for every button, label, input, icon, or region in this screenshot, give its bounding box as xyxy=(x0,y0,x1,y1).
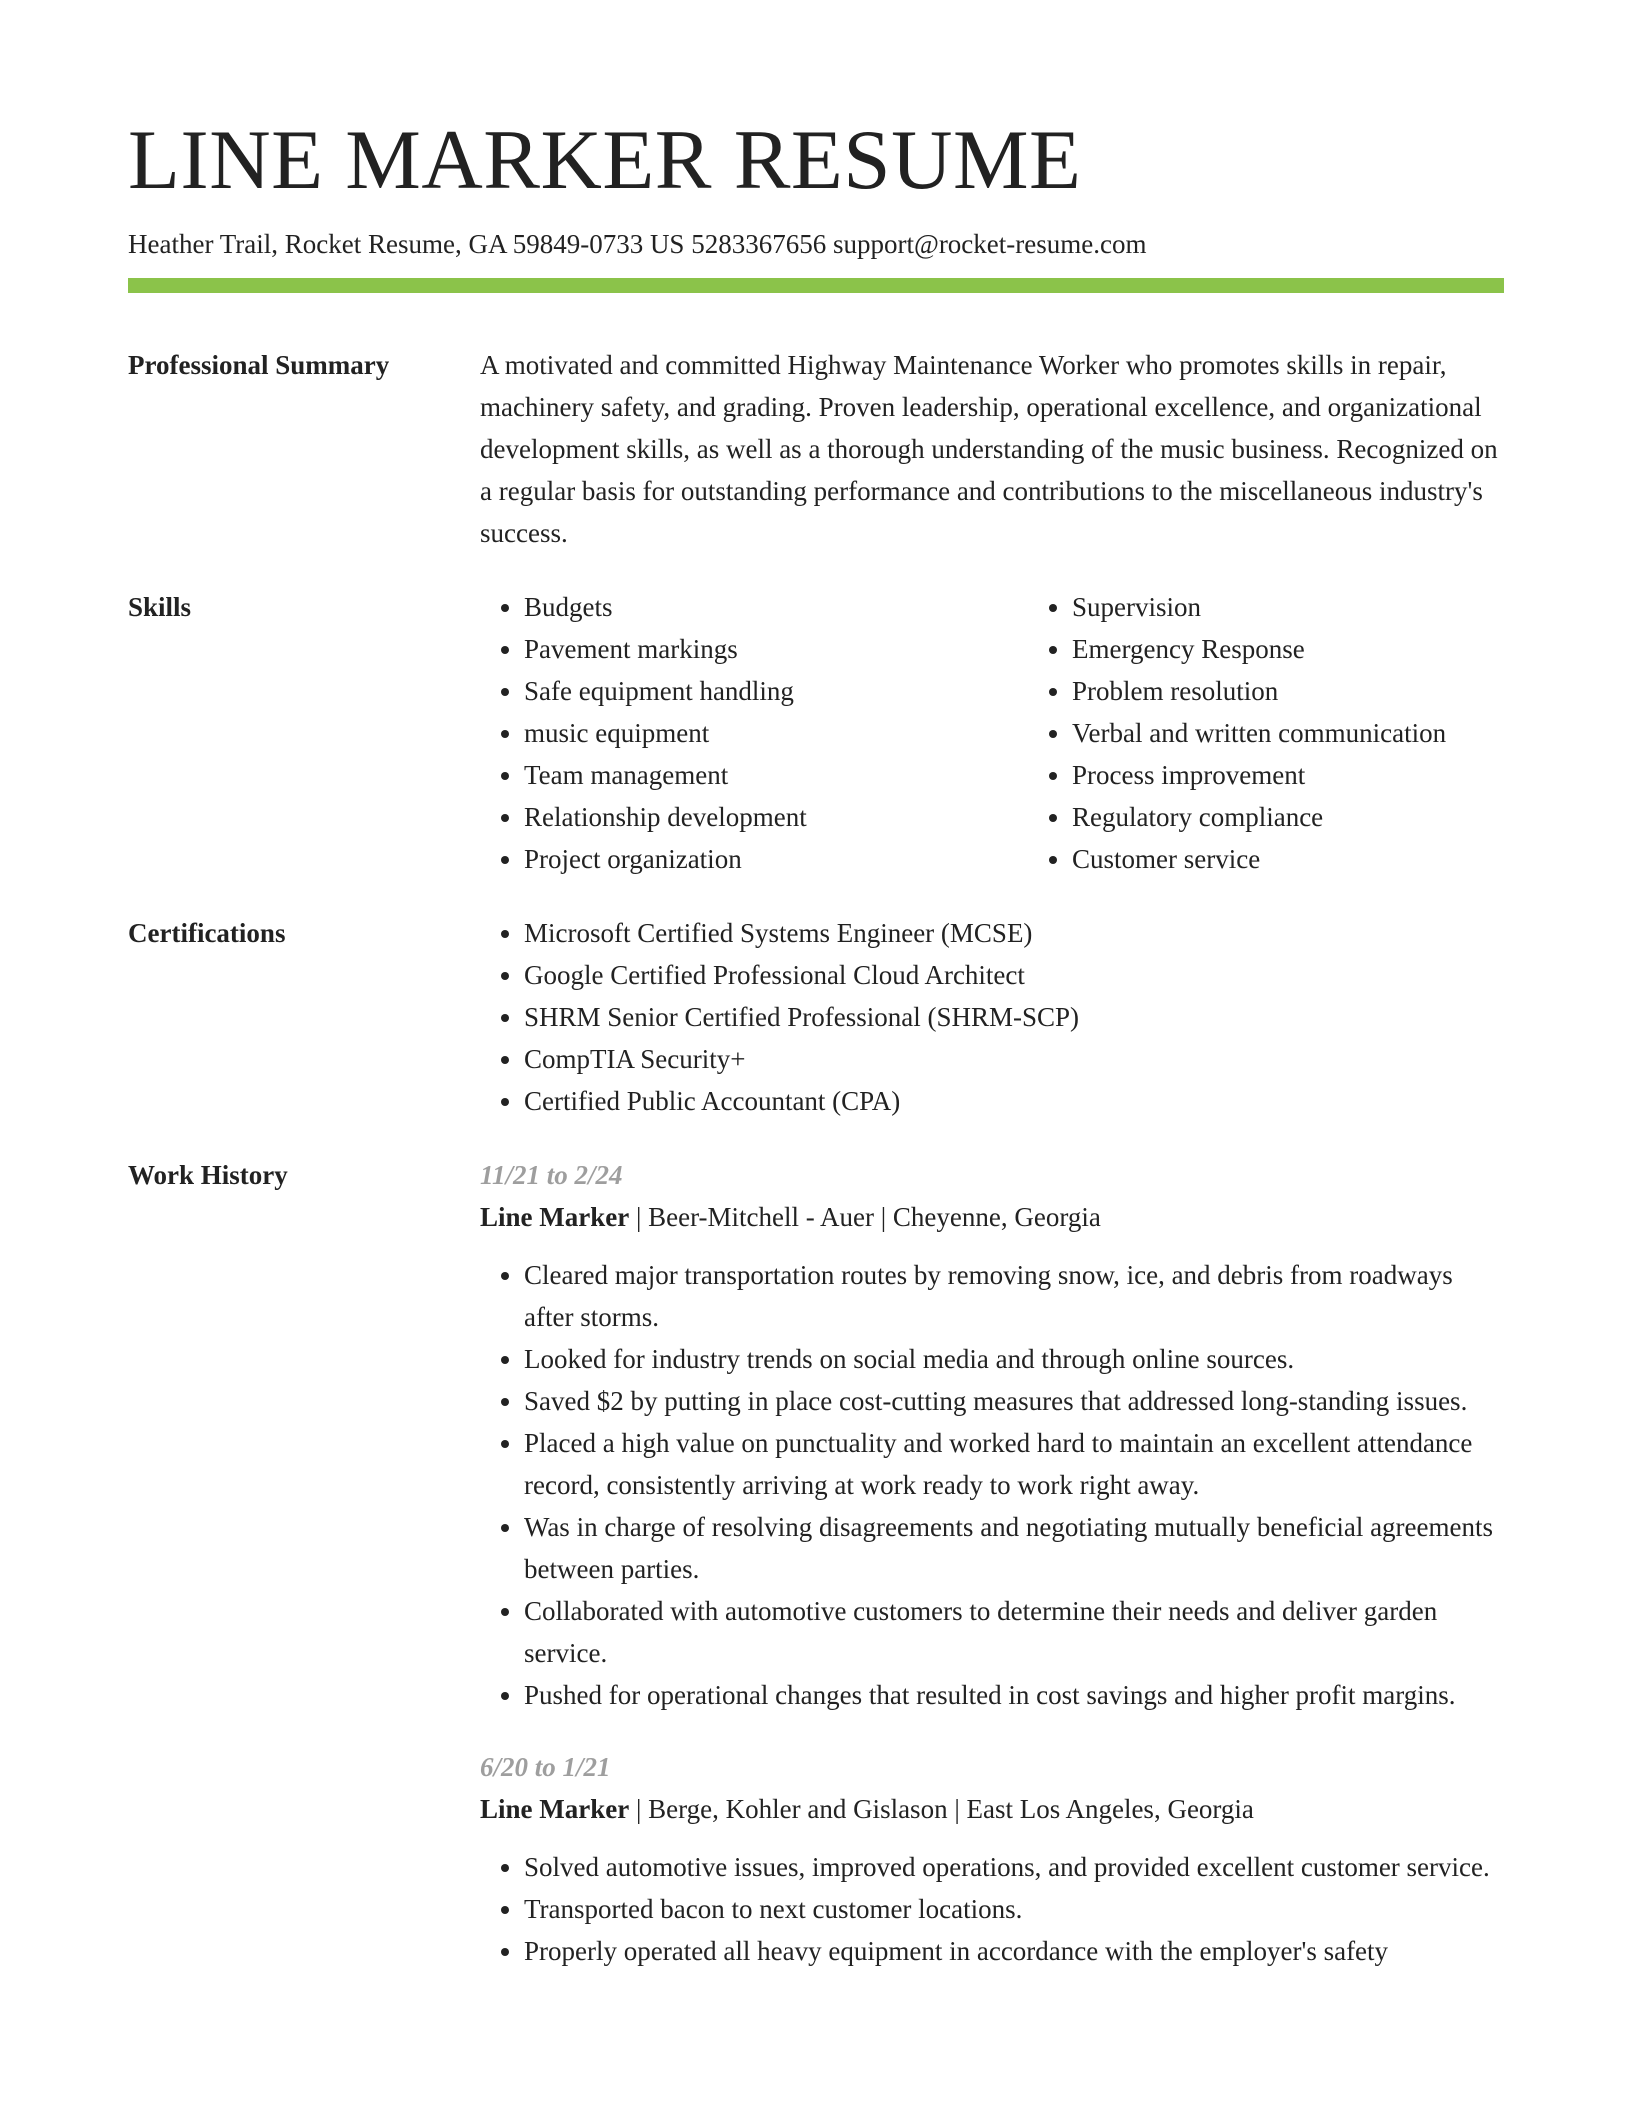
certification-item: • Google Certified Professional Cloud Architect xyxy=(524,954,1504,996)
job-bullet: • Looked for industry trends on social media and through online sources. xyxy=(524,1338,1504,1380)
job-title-line xyxy=(480,1196,1504,1238)
skill-item: • Problem resolution xyxy=(1072,670,1576,712)
skill-item: • Verbal and written communication xyxy=(1072,712,1576,754)
job-bullet: • Cleared major transportation routes by removing snow, ice, and debris from roadways after storms. xyxy=(524,1254,1504,1338)
summary-text: A motivated and committed Highway Maintenance Worker who promotes skills in repair, machinery safety, and grading. Proven leadership, operational excellence, and organizational development skills, as well as a thorough understanding of the music business. Recognized on a regular basis for outstanding performance and contributions to the miscellaneous industry's success. xyxy=(480,350,1498,549)
skill-item: • Safe equipment handling xyxy=(524,670,1028,712)
skills-section xyxy=(128,586,1504,880)
job-bullet: • Properly operated all heavy equipment in accordance with the employer's safety xyxy=(524,1930,1504,1972)
work-history-section xyxy=(128,1154,1504,1972)
certification-item: • Certified Public Accountant (CPA) xyxy=(524,1080,1504,1122)
skills-list-left xyxy=(480,586,1028,880)
skill-item: • Emergency Response xyxy=(1072,628,1576,670)
job-entry xyxy=(480,1746,1504,1972)
job-dates: 11/21 to 2/24 xyxy=(480,1160,623,1191)
job-bullets xyxy=(480,1254,1504,1716)
job-role: Line Marker xyxy=(480,1202,630,1233)
certification-item: • SHRM Senior Certified Professional (SHRM-SCP) xyxy=(524,996,1504,1038)
job-title-line xyxy=(480,1788,1504,1830)
skill-item: • music equipment xyxy=(524,712,1028,754)
resume-title: LINE MARKER RESUME xyxy=(128,113,1082,207)
work-history-heading: Work History xyxy=(128,1160,288,1191)
skill-item: • Budgets xyxy=(524,586,1028,628)
job-bullet: • Saved $2 by putting in place cost-cutting measures that addressed long-standing issues. xyxy=(524,1380,1504,1422)
contact-phone: 5283367656 xyxy=(691,229,827,259)
certification-item: • Microsoft Certified Systems Engineer (MCSE) xyxy=(524,912,1504,954)
skills-heading: Skills xyxy=(128,592,192,623)
work-history-content xyxy=(480,1154,1504,1972)
header-accent-rule xyxy=(128,278,1504,293)
skills-list-right xyxy=(1028,586,1576,880)
job-bullet: • Placed a high value on punctuality and worked hard to maintain an excellent attendance record, consistently arriving at work ready to work right away. xyxy=(524,1422,1504,1506)
skill-item: • Supervision xyxy=(1072,586,1576,628)
job-dates: 6/20 to 1/21 xyxy=(480,1752,611,1783)
contact-address: Heather Trail, Rocket Resume, GA 59849-0733 US xyxy=(128,229,685,259)
job-role: Line Marker xyxy=(480,1794,630,1825)
certifications-section xyxy=(128,912,1504,1122)
skill-item: • Project organization xyxy=(524,838,1028,880)
skill-item: • Relationship development xyxy=(524,796,1028,838)
skills-columns xyxy=(480,586,1576,880)
skill-item: • Team management xyxy=(524,754,1028,796)
certifications-content xyxy=(480,912,1504,1122)
skill-item: • Customer service xyxy=(1072,838,1576,880)
certifications-heading: Certifications xyxy=(128,918,286,949)
skill-item: • Process improvement xyxy=(1072,754,1576,796)
job-bullet: • Solved automotive issues, improved operations, and provided excellent customer service. xyxy=(524,1846,1504,1888)
job-bullet: • Collaborated with automotive customers to determine their needs and deliver garden service. xyxy=(524,1590,1504,1674)
job-employer-location: | Berge, Kohler and Gislason | East Los Angeles, Georgia xyxy=(629,1794,1254,1825)
skill-item: • Pavement markings xyxy=(524,628,1028,670)
job-bullet: • Was in charge of resolving disagreements and negotiating mutually beneficial agreements between parties. xyxy=(524,1506,1504,1590)
skill-item: • Regulatory compliance xyxy=(1072,796,1576,838)
summary-heading: Professional Summary xyxy=(128,350,390,381)
certifications-list xyxy=(480,912,1504,1122)
contact-line xyxy=(128,227,1504,262)
job-bullet: • Transported bacon to next customer locations. xyxy=(524,1888,1504,1930)
job-bullet: • Pushed for operational changes that resulted in cost savings and higher profit margins. xyxy=(524,1674,1504,1716)
summary-section xyxy=(128,344,1504,554)
job-bullets xyxy=(480,1846,1504,1972)
job-employer-location: | Beer-Mitchell - Auer | Cheyenne, Georgia xyxy=(629,1202,1101,1233)
contact-email: support@rocket-resume.com xyxy=(832,229,1147,259)
resume-page xyxy=(128,113,1504,1972)
certification-item: • CompTIA Security+ xyxy=(524,1038,1504,1080)
job-entry xyxy=(480,1154,1504,1716)
